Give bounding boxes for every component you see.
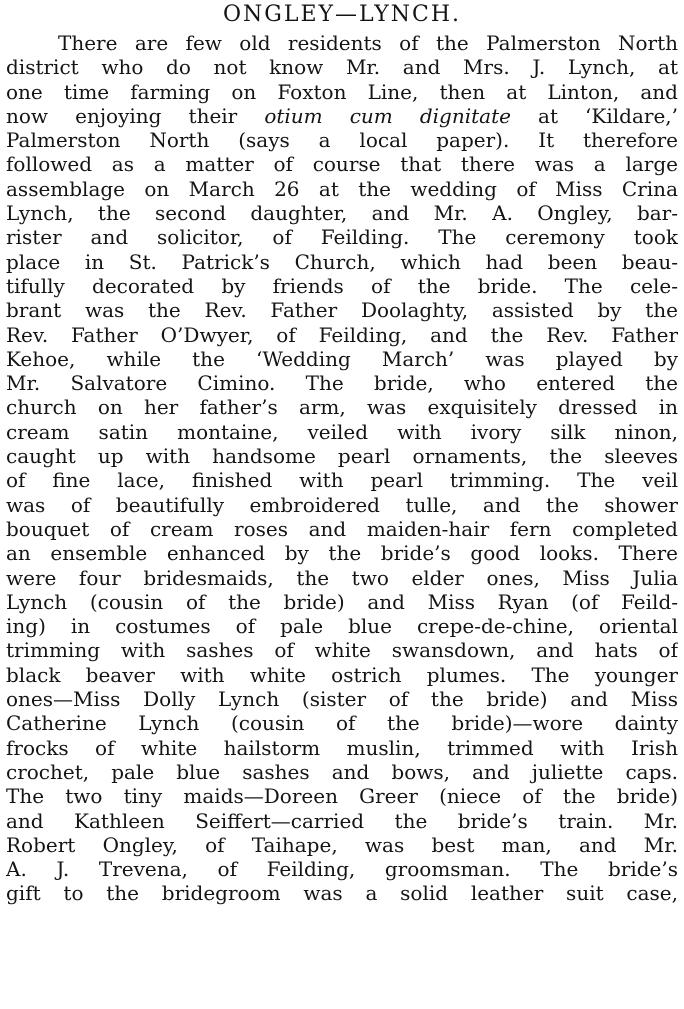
article-line	[6, 323, 678, 347]
article-line	[6, 420, 678, 444]
article-line	[6, 80, 678, 104]
line-text: was of beautifully embroidered tulle, and the shower	[6, 492, 678, 517]
line-text: Rev. Father O’Dwyer, of Feilding, and the Rev. Father	[6, 322, 678, 347]
article-body	[6, 31, 678, 906]
line-text: A. J. Trevena, of Feilding, groomsman. The bride’s	[6, 857, 678, 882]
line-text: Mr. Salvatore Cimino. The bride, who entered the	[6, 371, 678, 396]
line-text: bouquet of cream roses and maiden-hair fern completed	[6, 516, 678, 541]
line-text: district who do not know Mr. and Mrs. J. Lynch, at	[6, 55, 678, 80]
line-text: and Kathleen Seiffert—carried the bride’s train. Mr.	[6, 808, 678, 833]
line-text: rister and solicitor, of Feilding. The ceremony took	[6, 225, 678, 250]
article-line	[6, 31, 678, 55]
line-text: were four bridesmaids, the two elder ones, Miss Julia	[6, 565, 678, 590]
article-line	[6, 736, 678, 760]
article-line	[6, 347, 678, 371]
article-line	[6, 250, 678, 274]
article-line	[6, 298, 678, 322]
article-line	[6, 881, 678, 905]
line-text: assemblage on March 26 at the wedding of Miss Crina	[6, 176, 678, 201]
line-text: trimming with sashes of white swansdown, and hats of	[6, 638, 678, 663]
article-line	[6, 614, 678, 638]
article-line	[6, 444, 678, 468]
article-line	[6, 541, 678, 565]
article-line	[6, 225, 678, 249]
article-line	[6, 566, 678, 590]
article-line	[6, 687, 678, 711]
line-text: of fine lace, finished with pearl trimming. The veil	[6, 468, 678, 493]
article-line	[6, 833, 678, 857]
article-line	[6, 590, 678, 614]
line-text: Robert Ongley, of Taihape, was best man, and Mr.	[6, 832, 678, 857]
line-text: church on her father’s arm, was exquisitely dressed in	[6, 395, 678, 420]
line-text: frocks of white hailstorm muslin, trimmed with Irish	[6, 735, 678, 760]
article-line	[6, 711, 678, 735]
article-line	[6, 857, 678, 881]
line-text: crochet, pale blue sashes and bows, and juliette caps.	[6, 759, 678, 784]
line-text: black beaver with white ostrich plumes. The younger	[6, 662, 678, 687]
line-text: gift to the bridegroom was a solid leather suit case,	[6, 881, 678, 906]
line-text: now enjoying their	[6, 103, 265, 128]
article-line	[6, 468, 678, 492]
article-line	[6, 663, 678, 687]
article-line	[6, 104, 678, 128]
article-line	[6, 517, 678, 541]
line-text: at ‘Kildare,’	[510, 103, 678, 128]
line-text: The two tiny maids—Doreen Greer (niece of the bride)	[6, 784, 678, 809]
article-line	[6, 177, 678, 201]
line-text: ones—Miss Dolly Lynch (sister of the bride) and Miss	[6, 687, 678, 712]
article-line	[6, 371, 678, 395]
line-text: followed as a matter of course that there was a large	[6, 152, 678, 177]
article-line	[6, 493, 678, 517]
line-text: an ensemble enhanced by the bride’s good looks. There	[6, 541, 678, 566]
line-text: cream satin montaine, veiled with ivory silk ninon,	[6, 419, 678, 444]
line-text: place in St. Patrick’s Church, which had been beau-	[6, 249, 678, 274]
article-headline: ONGLEY—LYNCH.	[222, 2, 462, 27]
article-line	[6, 638, 678, 662]
article-line	[6, 128, 678, 152]
article-line	[6, 395, 678, 419]
article-line	[6, 55, 678, 79]
article-line	[6, 809, 678, 833]
line-text: Lynch, the second daughter, and Mr. A. Ongley, bar-	[6, 201, 678, 226]
article-line	[6, 274, 678, 298]
line-text: Palmerston North (says a local paper). It therefore	[6, 128, 678, 153]
line-text: tifully decorated by friends of the bride. The cele-	[6, 273, 678, 298]
line-text: brant was the Rev. Father Doolaghty, assisted by the	[6, 298, 678, 323]
article-line	[6, 784, 678, 808]
line-text: There are few old residents of the Palmerston North	[58, 31, 678, 55]
article-line	[6, 152, 678, 176]
line-text: ing) in costumes of pale blue crepe-de-chine, oriental	[6, 614, 678, 639]
italic-phrase: otium cum dignitate	[264, 103, 511, 128]
line-text: Catherine Lynch (cousin of the bride)—wore dainty	[6, 711, 678, 736]
line-text: Lynch (cousin of the bride) and Miss Ryan (of Feild-	[6, 589, 678, 614]
line-text: one time farming on Foxton Line, then at Linton, and	[6, 79, 678, 104]
line-text: caught up with handsome pearl ornaments, the sleeves	[6, 444, 678, 469]
line-text: Kehoe, while the ‘Wedding March’ was played by	[6, 346, 678, 371]
article-line	[6, 201, 678, 225]
article-line	[6, 760, 678, 784]
